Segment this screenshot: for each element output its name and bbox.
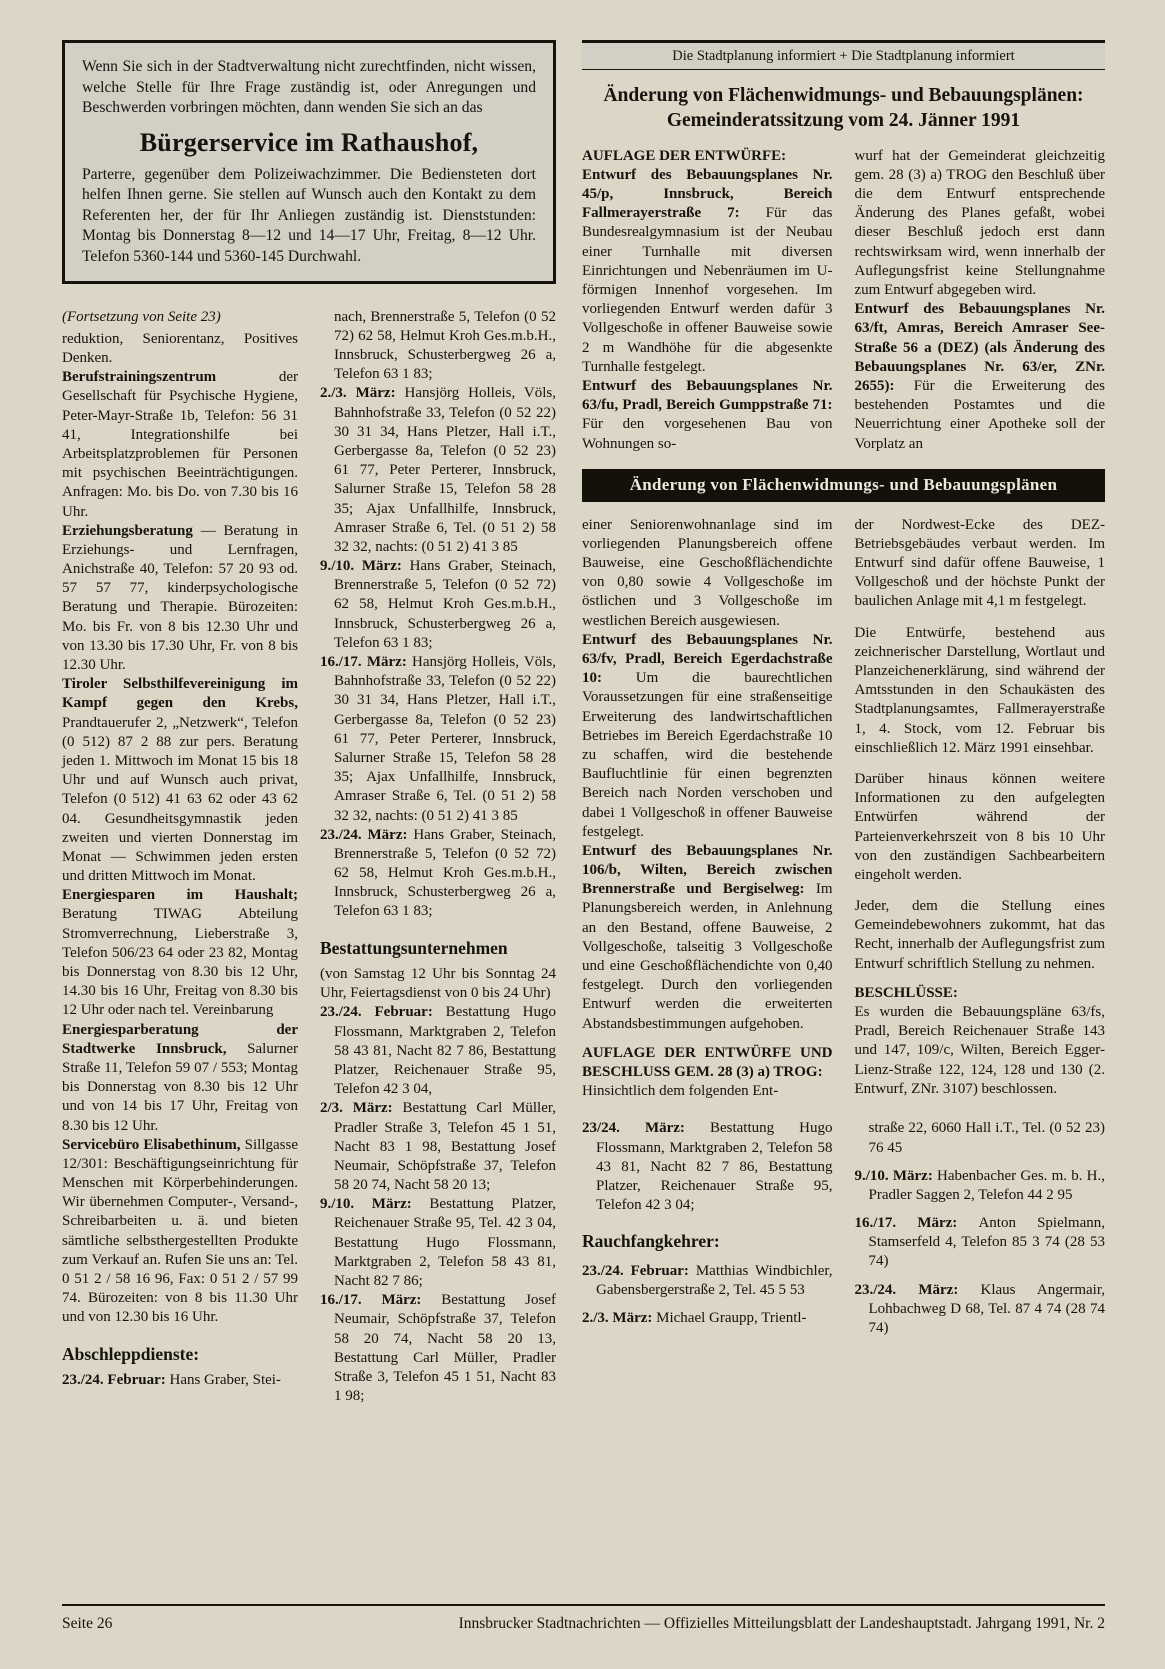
paragraph-text: Habenbacher Ges. m. b. H., Pradler Saggen 2, Telefon 44 2 95 — [868, 1167, 1105, 1203]
paragraph — [855, 147, 1106, 301]
paragraph-text: Bestattung Hugo Flossmann, Marktgraben 2, Telefon 58 43 81, Nacht 82 7 86, Bestattung Platzer, Reichenauer Straße 95, Telefon 42 3 04, — [334, 1004, 557, 1098]
paragraph-text: der Nordwest-Ecke des DEZ-Betriebsgebäudes verbaut werden. Im Entwurf sind dafür offene Bauweise, 1 Vollgeschoß und der höchste Punkt der baulichen Anlage mit 4,1 m festgelegt. — [854, 516, 1105, 610]
paragraph-lead: Energiesparen im Haushalt; — [62, 887, 298, 904]
section-heading — [320, 937, 556, 959]
paragraph — [582, 1082, 833, 1101]
paragraph-text: der Gesellschaft für Psychische Hygiene, Peter-Mayr-Straße 1b, Telefon: 56 31 41, Integrationshilfe bei Arbeitsplatzproblemen für Personen mit psychischen Beeinträchtigungen. Anfragen: Mo. bis Do. von 7.30 bis 16 Uhr. — [62, 369, 298, 520]
paragraph-text: Jeder, dem die Stellung eines Gemeindebewohners zukommt, hat das Recht, innerhalb der Auflegungsfrist zum Entwurf schriftlich Stellung zu nehmen. — [854, 898, 1105, 972]
article-columns-last — [582, 1119, 1105, 1338]
paragraph-text: wurf hat der Gemeinderat gleichzeitig gem. 28 (3) a) TROG den Beschluß über die dem Entwurf entsprechende Änderung des Planes gefaßt, wobei dieser Beschluß jedoch erst dann rechtswirksam wird, wenn innerhalb der Auflegungsfrist keine Stellungnahme zum Entwurf abgegeben wird. — [854, 147, 1105, 298]
paragraph-lead: 16./17. März: — [320, 654, 413, 670]
paragraph — [62, 308, 298, 327]
paragraph-text: Bestattung Hugo Flossmann, Marktgraben 2, Telefon 58 43 81, Nacht 82 7 86, Bestattung Platzer, Reichenauer Straße 95, Telefon 42 3 04; — [596, 1120, 833, 1214]
buergerservice-title: Bürgerservice im Rathaushof, — [139, 127, 479, 157]
paragraph-lead: Berufstrainingszentrum — [62, 369, 279, 386]
paragraph-text: AUFLAGE DER ENTWÜRFE UND BESCHLUSS GEM. 28 (3) a) TROG: — [582, 1044, 833, 1080]
paragraph-lead: Entwurf des Bebauungsplanes Nr. 106/b, Wilten, Bereich zwischen Brennerstraße und Bergiselweg: — [582, 842, 833, 898]
paragraph-text: Abschleppdienste: — [62, 1343, 200, 1364]
left-columns — [62, 308, 556, 1407]
section-heading — [855, 984, 1106, 1003]
paragraph-text: Bestattung Josef Neumair, Schöpfstraße 37, Telefon 58 20 74, Nacht 58 20 13, Bestattung Carl Müller, Pradler Straße 3, Telefon 45 1 51, Nacht 83 1 98; — [334, 1292, 556, 1405]
paragraph — [320, 384, 556, 557]
paragraph — [320, 308, 556, 385]
paragraph-text: Für die Erweiterung des bestehenden Postamtes und die Neuerrichtung einer Apotheke soll der Vorplatz an — [854, 377, 1105, 452]
article-title-line2: Gemeinderatssitzung vom 24. Jänner 1991 — [666, 110, 1021, 132]
paragraph-text: — Beratung in Erziehungs- und Lernfragen, Anichstraße 40, Telefon: 57 20 93 od. 57 57 77, kinderpsychologische Beratung und Therapie. Bürozeiten: Mo. bis Fr. von 8 bis 12.30 Uhr und von 13.30 bis 17.30 Uhr, Fr. von 8 bis 12.30 Uhr. — [62, 522, 298, 673]
paragraph — [320, 1291, 556, 1406]
buergerservice-intro: Wenn Sie sich in der Stadtverwaltung nicht zurechtfinden, nicht wissen, welche Stelle für Ihre Frage zuständig ist, oder Anregungen und Beschwerden vorbringen möchten, dann wenden Sie sich an das — [82, 58, 536, 117]
paragraph-text: (von Samstag 12 Uhr bis Sonntag 24 Uhr, Feiertagsdienst von 0 bis 24 Uhr) — [320, 966, 556, 1002]
paragraph-lead: Tiroler Selbsthilfevereinigung im Kampf gegen den Krebs, — [62, 676, 298, 712]
paragraph — [320, 1195, 556, 1291]
paragraph-text: Matthias Windbichler, Gabensbergerstraße 2, Tel. 45 5 53 — [596, 1262, 833, 1298]
section-heading — [582, 1044, 833, 1082]
paragraph — [320, 557, 556, 653]
paragraph-lead: 2./3. März: — [582, 1310, 657, 1327]
paragraph-text: Hansjörg Holleis, Völs, Bahnhofstraße 33, Telefon (0 52 22) 30 31 34, Hans Pletzer, Hall i.T., Gerbergasse 8a, Telefon (0 52 23) 61 77, Peter Perterer, Innsbruck, Salurner Straße 15, Telefon 58 28 35; Ajax Unfallhilfe, Innsbruck, Amraser Straße 6, Tel. (0 51 2) 58 32 32, nachts: (0 51 2) 41 3 85 — [334, 654, 556, 824]
paragraph-lead: 23./24. Februar: — [62, 1371, 170, 1388]
paragraph-lead: 9./10. März: — [854, 1167, 938, 1184]
paragraph-lead: 2/3. März: — [320, 1100, 403, 1117]
paragraph-text: Bestattungsunternehmen — [320, 937, 508, 958]
paragraph — [320, 653, 556, 826]
paragraph — [62, 368, 298, 522]
paragraph-lead: 9./10. März: — [320, 558, 410, 575]
paragraph — [582, 377, 833, 454]
page-footer — [62, 1604, 1105, 1633]
paragraph — [855, 1281, 1106, 1339]
paragraph-text: Darüber hinaus können weitere Informationen zu den aufgelegten Entwürfen während der Parteienverkehrszeit von 8 bis 10 Uhr von den zuständigen Sachbearbeitern eingeholt werden. — [854, 770, 1105, 883]
paragraph — [582, 516, 833, 631]
paragraph-text: Bestattung Carl Müller, Pradler Straße 3, Telefon 45 1 51, Nacht 83 1 98, Bestattung Josef Neumair, Schöpfstraße 37, Telefon 58 20 74, Nacht 58 20 13; — [334, 1100, 556, 1194]
stadtplanung-article — [582, 40, 1105, 1406]
paragraph-lead: 23/24. März: — [582, 1120, 710, 1137]
article-columns-bottom — [582, 516, 1105, 1102]
paragraph — [855, 1167, 1106, 1205]
paragraph-text: Sillgasse 12/301: Beschäftigungseinrichtung für Menschen mit Körperbehinderungen. Wir übernehmen Computer-, Versand-, Schreibarbeiten u. ä. und bieten sämtliche selbsthergestellten Produkte zum Verkauf an. Rufen Sie uns an: Tel. 0 51 2 / 58 16 96, Fax: 0 51 2 / 57 99 74. Bürozeiten: von 8 bis 11.30 Uhr und von 12.30 bis 16 Uhr. — [62, 1136, 298, 1326]
paragraph-lead: 23./24. Februar: — [320, 1004, 446, 1021]
paragraph — [855, 1003, 1106, 1099]
paragraph-text: Hans Graber, Stei- — [169, 1371, 281, 1388]
paragraph — [62, 675, 298, 886]
left-column-2 — [320, 308, 556, 1407]
paragraph — [855, 897, 1106, 974]
article-column-3-bottom — [582, 516, 833, 1102]
paragraph-lead: Erziehungsberatung — [62, 522, 201, 539]
paragraph — [62, 886, 298, 1020]
article-column-4-top — [855, 147, 1106, 454]
paragraph-text: AUFLAGE DER ENTWÜRFE: — [582, 147, 787, 164]
paragraph — [320, 1003, 556, 1099]
article-column-3-last — [582, 1119, 833, 1338]
paragraph — [62, 522, 298, 676]
paragraph-text: Im Planungsbereich werden, in Anlehnung an den Bestand, offene Bauweise, 2 Vollgeschoße, talseitig 3 Vollgeschoße und eine Geschoßflächendichte von 0,40 festgelegt. Durch den vorliegenden Entwurf werden die erweiterten Abstandsbestimmungen aufgehoben. — [582, 881, 833, 1032]
paragraph-text: Hinsichtlich dem folgenden Ent- — [582, 1083, 779, 1100]
section-heading — [582, 1230, 833, 1252]
paragraph-lead: Energiesparberatung der Stadtwerke Innsbruck, — [62, 1021, 298, 1057]
paragraph-text: Bestattung Platzer, Reichenauer Straße 95, Tel. 42 3 04, Bestattung Hugo Flossmann, Marktgraben 2, Telefon 58 43 81, Nacht 82 7 86; — [334, 1196, 556, 1290]
paragraph-text: Hansjörg Holleis, Völs, Bahnhofstraße 33, Telefon (0 52 22) 30 31 34, Hans Pletzer, Hall i.T., Gerbergasse 8a, Telefon (0 52 23) 61 77, Peter Perterer, Innsbruck, Salurner Straße 15, Telefon 58 28 35; Ajax Unfallhilfe, Innsbruck, Amraser Straße 6, Tel. (0 51 2) 58 32 32, nachts: (0 51 2) 41 3 85 — [334, 385, 556, 555]
paragraph — [582, 166, 833, 377]
article-columns-top — [582, 147, 1105, 454]
paragraph-text: Um die baurechtlichen Voraussetzungen für eine straßenseitige Erweiterung des landwirtschaftlichen Betriebes im Bereich Egerdachstraße 10 zu schaffen, wird die bestehende Baufluchtlinie für einen begrenzten Bereich nach Norden verschoben und dabei 1 Vollgeschoß in offener Bauweise festgelegt. — [582, 670, 833, 840]
paragraph — [855, 624, 1106, 758]
paragraph — [62, 1136, 298, 1328]
paragraph-lead: 9./10. März: — [320, 1196, 430, 1213]
section-banner: Änderung von Flächenwidmungs- und Bebauungsplänen — [582, 469, 1105, 502]
paragraph-text: nach, Brennerstraße 5, Telefon (0 52 72) 62 58, Helmut Kroh Ges.m.b.H., Innsbruck, Schusterbergweg 26 a, Telefon 63 1 83; — [334, 308, 556, 383]
paragraph-text: (Fortsetzung von Seite 23) — [62, 308, 221, 325]
page-body — [62, 40, 1105, 1406]
paragraph-text: Rauchfangkehrer: — [582, 1231, 720, 1252]
paragraph-text: straße 22, 6060 Hall i.T., Tel. (0 52 23) 76 45 — [868, 1120, 1105, 1156]
paragraph-text: Hans Graber, Steinach, Brennerstraße 5, Telefon (0 52 72) 62 58, Helmut Kroh Ges.m.b.H., Innsbruck, Schusterbergweg 26 a, Telefon 63 1 83; — [334, 558, 556, 651]
paragraph-text: BESCHLÜSSE: — [854, 984, 958, 1001]
article-column-4-bottom — [855, 516, 1106, 1102]
section-heading — [582, 147, 833, 166]
paragraph — [855, 1119, 1106, 1157]
paragraph-text: Prandtauerufer 2, „Netzwerk“, Telefon (0 512) 87 2 88 zur pers. Beratung jeden 1. Mittwoch im Monat 15 bis 18 Uhr und auf Wunsch auch privat, Telefon (0 512) 41 63 62 oder 43 62 04. Gesundheitsgymnastik jeden zweiten und vierten Donnerstag im Monat — Schwimmen jeden ersten und dritten Mittwoch im Monat. — [62, 714, 298, 885]
paragraph-text: Es wurden die Bebauungspläne 63/fs, Pradl, Bereich Reichenauer Straße 143 und 147, 109/c, Wilten, Bereich Egger-Lienz-Straße 122, 124, 128 und 130 (2. Entwurf, ZNr. 3107) beschlossen. — [854, 1004, 1105, 1097]
paragraph-lead: 23./24. März: — [320, 826, 414, 843]
paragraph-lead: Entwurf des Bebauungsplanes Nr. 45/p, Innsbruck, Bereich Fallmerayerstraße 7: — [582, 166, 833, 222]
paragraph — [855, 1214, 1106, 1272]
paragraph-lead: 16./17. März: — [854, 1215, 979, 1232]
paragraph-lead: Entwurf des Bebauungsplanes Nr. 63/fv, Pradl, Bereich Egerdachstraße 10: — [582, 631, 833, 687]
paragraph — [582, 631, 833, 842]
paragraph-text: einer Seniorenwohnanlage sind im vorliegenden Planungsbereich offene Bauweise, eine Geschoßflächendichte von 0,80 sowie 4 Vollgeschoße im östlichen und 3 Vollgeschoße im westlichen Bereich ausgewiesen. — [582, 516, 833, 629]
paragraph — [855, 770, 1106, 885]
footer-masthead: Innsbrucker Stadtnachrichten — Offizielles Mitteilungsblatt der Landeshauptstadt. Jahrgang 1991, Nr. 2 — [458, 1615, 1105, 1632]
paragraph — [582, 1119, 833, 1215]
paragraph-lead: 2./3. März: — [320, 385, 405, 402]
paragraph-text: Klaus Angermair, Lohbachweg D 68, Tel. 87 4 74 (28 74 74) — [868, 1281, 1105, 1336]
paragraph-text: Michael Graupp, Trientl- — [656, 1310, 807, 1327]
paragraph-text: Salurner Straße 11, Telefon 59 07 / 553; Montag bis Donnerstag von 8.30 bis 12 Uhr und von 14 bis 17 Uhr, Freitag von 8.30 bis 12 Uhr. — [62, 1040, 298, 1134]
paragraph-text: Für das Bundesrealgymnasium ist der Neubau einer Turnhalle mit diversen Einrichtungen und Nebenräumen im U-förmigen Innenhof vorgesehen. Im vorliegenden Entwurf werden dafür 3 Vollgeschoße in offener Bauweise sowie 2 m Wandhöhe für die abgesenkte Turnhalle festgelegt. — [582, 205, 833, 375]
paragraph-lead: 16./17. März: — [320, 1292, 442, 1309]
paragraph — [582, 1309, 833, 1328]
article-kicker: Die Stadtplanung informiert + Die Stadtplanung informiert — [582, 40, 1105, 70]
left-section — [62, 40, 556, 1406]
page-number: Seite 26 — [62, 1615, 113, 1632]
buergerservice-box — [62, 40, 556, 284]
paragraph-text: Anton Spielmann, Stamserfeld 4, Telefon 85 3 74 (28 53 74) — [868, 1215, 1105, 1270]
paragraph — [320, 965, 556, 1003]
article-column-4-last — [855, 1119, 1106, 1338]
paragraph-text: Für den vorgesehenen Bau von Wohnungen so- — [582, 416, 833, 452]
article-column-3-top — [582, 147, 833, 454]
left-column-1 — [62, 308, 298, 1407]
paragraph-text: Beratung TIWAG Abteilung Stromverrechnung, Lieberstraße 3, Telefon 506/23 64 oder 23 82, Montag bis Donnerstag von 8.30 bis 12 Uhr, 14.30 bis 16 Uhr, Freitag von 8.30 bis 12 Uhr oder nach tel. Vereinbarung — [62, 906, 298, 1019]
article-title — [582, 83, 1105, 134]
paragraph — [62, 1021, 298, 1136]
paragraph-text: reduktion, Seniorentanz, Positives Denken. — [62, 330, 298, 366]
paragraph — [582, 842, 833, 1034]
paragraph-lead: Entwurf des Bebauungsplanes Nr. 63/ft, Amras, Bereich Amraser See-Straße 56 a (DEZ) (als Änderung des Bebauungsplanes Nr. 63/er, ZNr. 2655): — [854, 301, 1105, 394]
paragraph — [62, 1371, 298, 1390]
paragraph — [320, 826, 556, 922]
paragraph — [855, 516, 1106, 612]
paragraph-lead: Entwurf des Bebauungsplanes Nr. 63/fu, Pradl, Bereich Gumppstraße 71: — [582, 377, 833, 414]
paragraph — [62, 330, 298, 368]
paragraph — [855, 300, 1106, 454]
paragraph — [320, 1099, 556, 1195]
article-title-line1: Änderung von Flächenwidmungs- und Bebauungsplänen: — [603, 85, 1084, 106]
paragraph-lead: Servicebüro Elisabethinum, — [62, 1136, 245, 1153]
paragraph-lead: 23./24. Februar: — [582, 1262, 696, 1279]
paragraph — [582, 1262, 833, 1300]
paragraph-lead: 23./24. März: — [854, 1281, 981, 1298]
paragraph-text: Hans Graber, Steinach, Brennerstraße 5, Telefon (0 52 72) 62 58, Helmut Kroh Ges.m.b.H., Innsbruck, Schusterbergweg 26 a, Telefon 63 1 83; — [334, 826, 556, 920]
buergerservice-body: Parterre, gegenüber dem Polizeiwachzimmer. Die Bediensteten dort helfen Ihnen gerne. Sie stellen auf Wunsch auch den Kontakt zu dem Referenten her, der für Ihr Anliegen zuständig ist. Dienststunden: Montag bis Donnerstag 8—12 und 14—17 Uhr, Freitag, 8—12 Uhr. Telefon 5360-144 und 5360-145 Durchwahl. — [82, 165, 536, 266]
section-heading — [62, 1343, 298, 1365]
paragraph-text: Die Entwürfe, bestehend aus zeichnerischer Darstellung, Wortlaut und Planzeichenerklärung, sind während der Amtsstunden in den Schaukästen des Stadtplanungsamtes, Fallmerayerstraße 1, 4. Stock, vom 12. Februar bis einschließlich 12. März 1991 einsehbar. — [854, 624, 1105, 756]
